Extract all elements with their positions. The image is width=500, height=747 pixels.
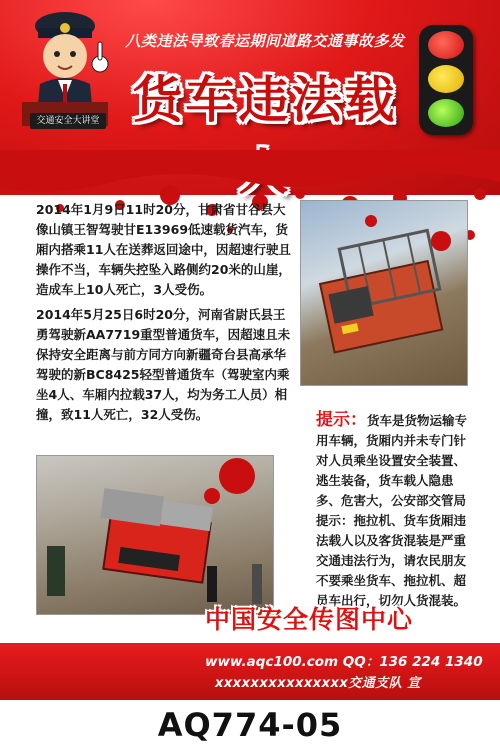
tip-box (316, 410, 476, 611)
slogan-watermark: 中国安全传图中心 (205, 605, 414, 634)
case-1-text: 2014年1月9日11时20分，甘肃省甘谷县大像山镇王智驾驶甘E13969低速载货汽车，货厢内搭乘11人在送葬返回途中，因超速行驶且操作不当，车辆失控坠入路侧约20米的山崖，造成车上10人死亡，3人受伤。 (36, 202, 291, 297)
accident-photo-2 (36, 455, 274, 615)
case-2-text: 2014年5月25日6时20分，河南省尉氏县王勇驾驶新AA7719重型普通货车，因超速且未保持安全距离与前方同方向新疆奇台县高承华驾驶的新BC8425轻型普通货车（驾驶室内乘坐4人、车厢内拉载37人，均为务工人员）相撞，致11人死亡，32人受伤。 (36, 307, 291, 422)
traffic-light-icon (419, 25, 473, 135)
tip-text: 货车是货物运输专用车辆，货厢内并未专门针对人员乘坐设置安全装置、逃生装备，货车载人隐患多、危害大，公安部交管局提示：拖拉机、货车货厢违法载人以及客货混装是严重交通违法行为，请农民朋友不要乘坐货车、拖拉机、超员车出行，切勿人货混装。 (316, 413, 468, 608)
yellow-light-icon (428, 65, 464, 93)
badge-label: 交通安全大讲堂 (30, 113, 106, 129)
footer-organization: xxxxxxxxxxxxxxx交通支队 宣 (215, 676, 421, 691)
poster-title: 货车违法载 (132, 71, 398, 129)
red-light-icon (428, 31, 464, 59)
product-code: AQ774-05 (157, 706, 343, 744)
accident-photo-1 (300, 200, 468, 386)
police-officer-icon (18, 6, 113, 126)
tip-label: 提示： (316, 410, 367, 430)
footer-contact: www.aqc100.com QQ：136 224 1340 (205, 654, 483, 670)
green-light-icon (428, 99, 464, 127)
poster-subtitle: 八类违法导致春运期间道路交通事故多发 (125, 32, 405, 50)
